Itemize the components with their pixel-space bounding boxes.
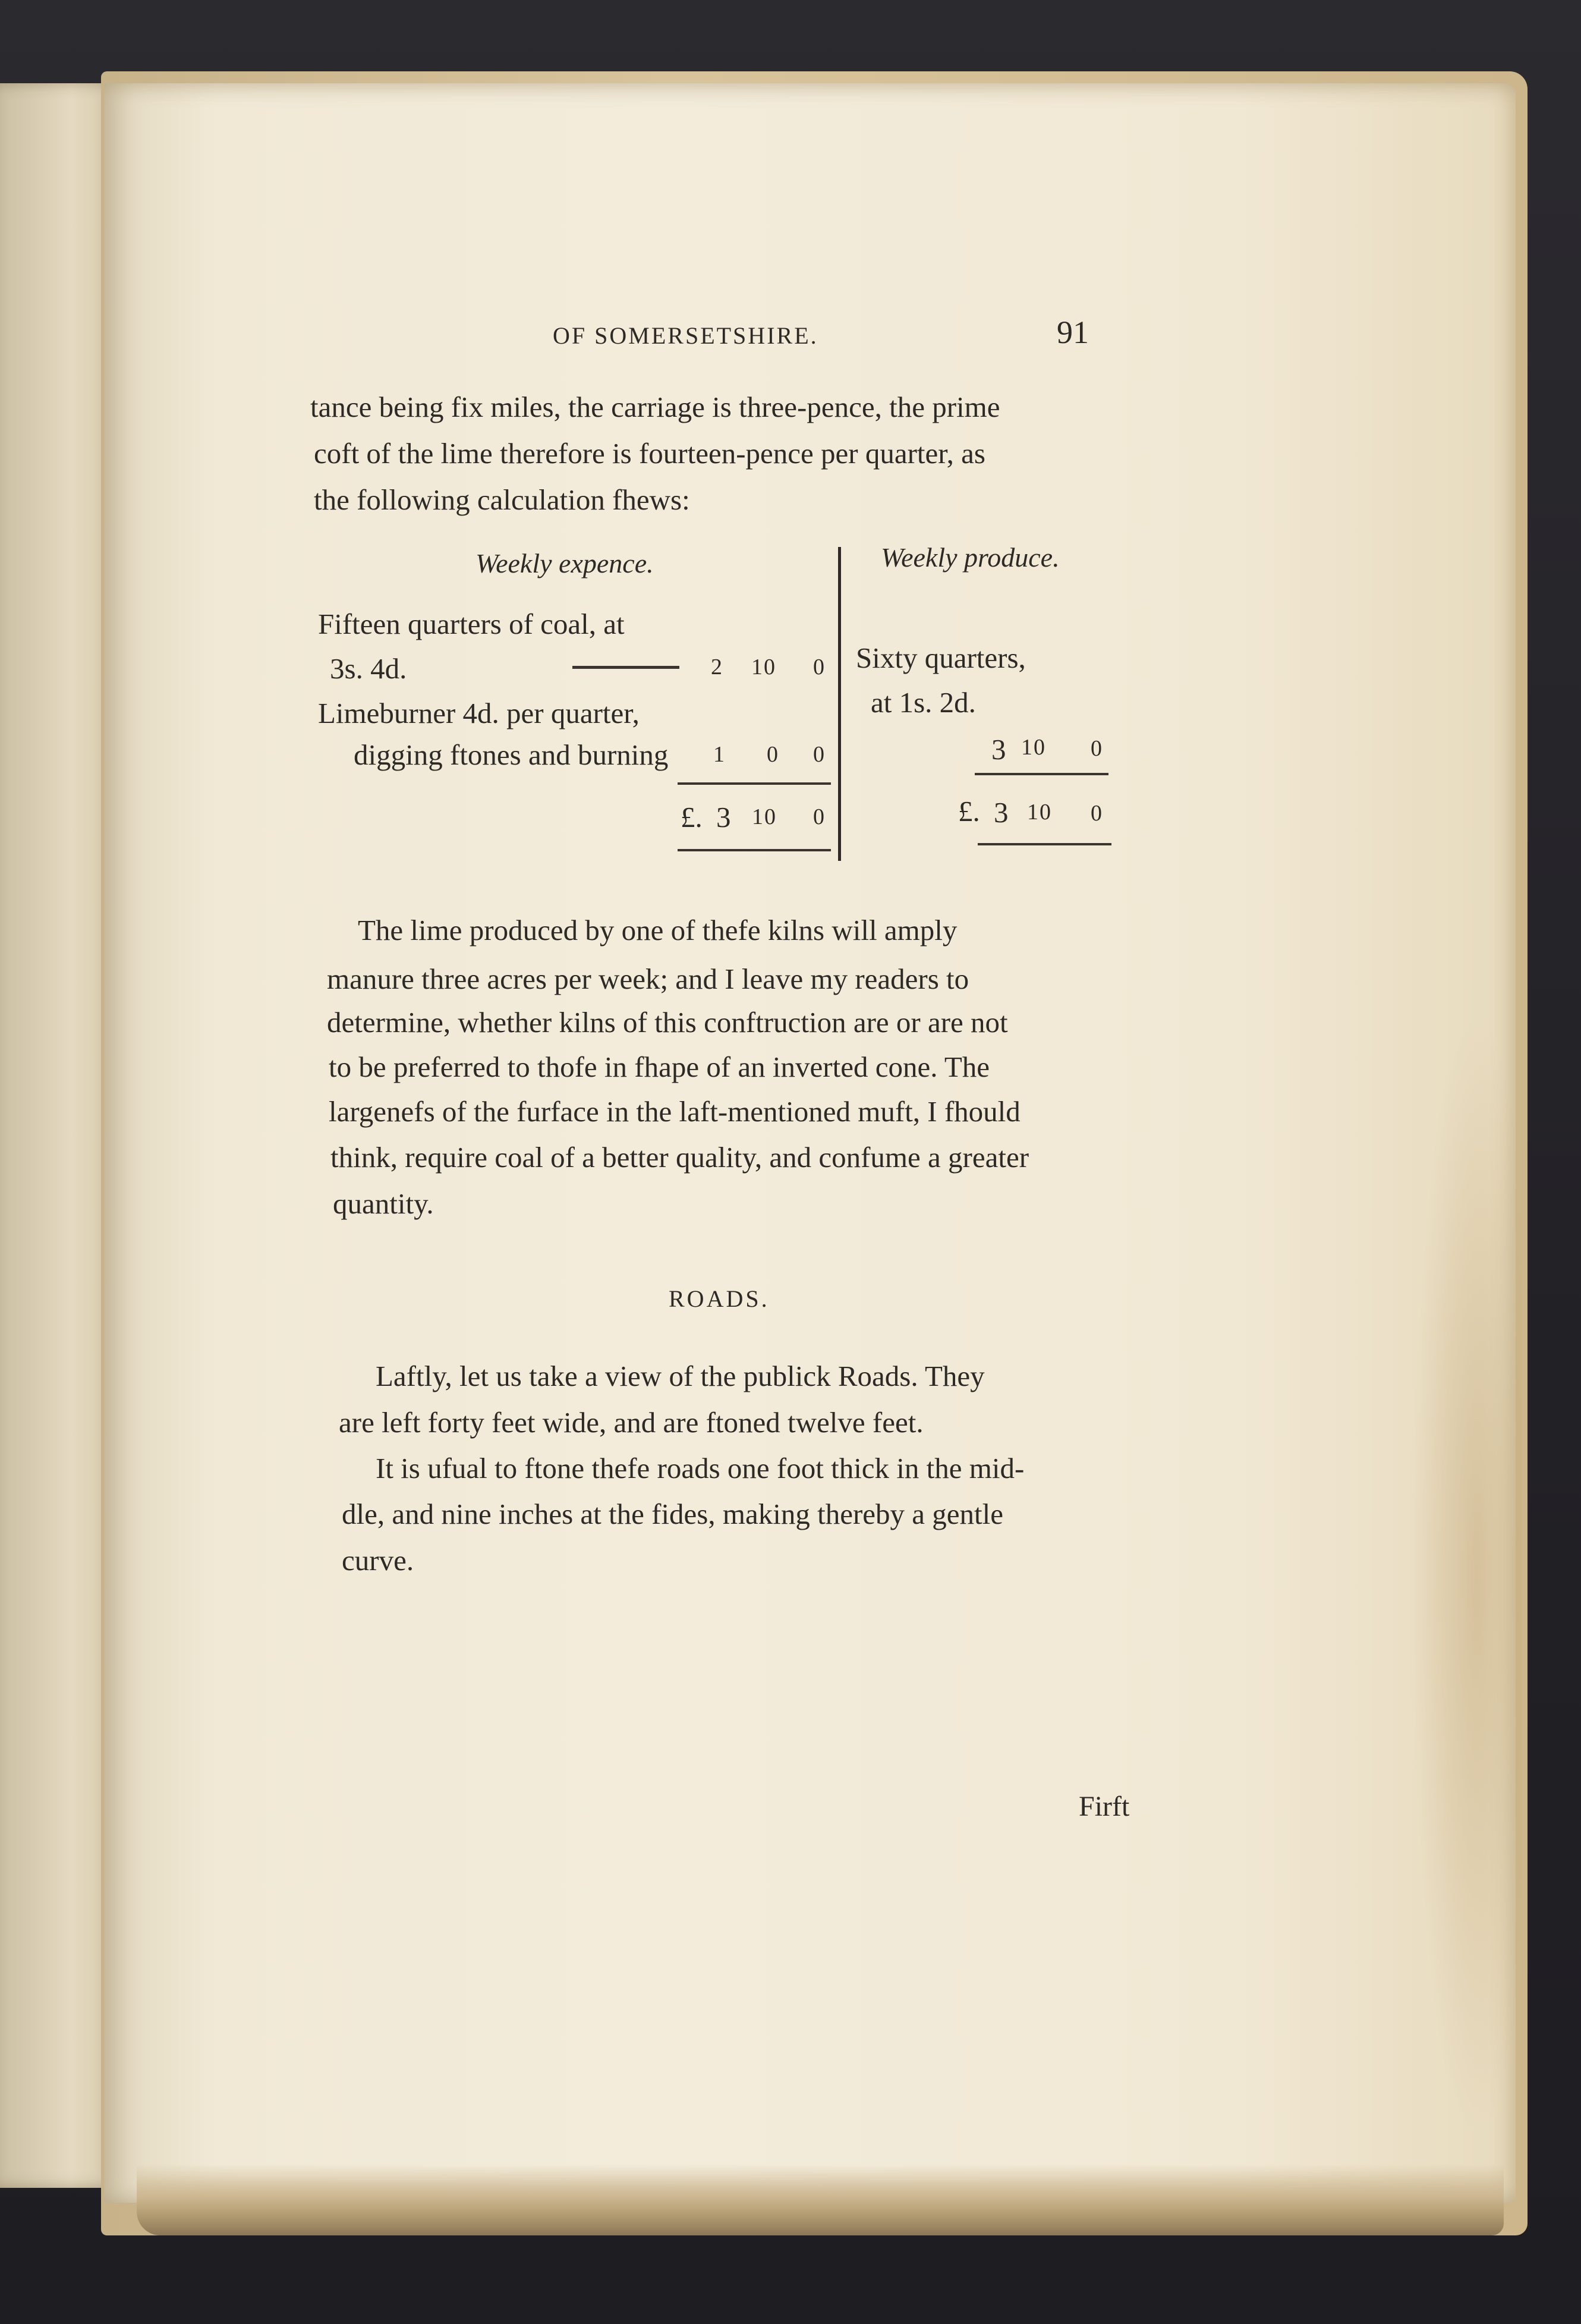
page-bottom-edge: [137, 2164, 1504, 2235]
produce-total-pence: 0: [1091, 801, 1103, 826]
expense-sum-rule: [678, 782, 831, 785]
expense-item-2-line1: Limeburner 4d. per quarter,: [318, 697, 640, 729]
expense-item-2-pence: 0: [813, 742, 826, 767]
paragraph-line-4: to be preferred to thofe in fhape of an inverted cone. The: [329, 1051, 990, 1083]
intro-line-3: the following calculation fhews:: [314, 483, 690, 516]
paragraph-line-5: largenefs of the furface in the laft-mentioned muft, I fhould: [329, 1095, 1021, 1128]
intro-line-2: coft of the lime therefore is fourteen-pence per quarter, as: [314, 437, 985, 470]
expense-heading: Weekly expence.: [475, 548, 654, 578]
page-stain: [1409, 1011, 1522, 2140]
expense-item-1-line2: 3s. 4d.: [330, 652, 407, 685]
expense-total-currency: £.: [681, 801, 703, 834]
produce-item-pounds: 3: [991, 733, 1006, 766]
expense-item-1-shillings: 10: [751, 655, 776, 680]
expense-item-1-pounds: 2: [711, 655, 723, 680]
paragraph-line-2: manure three acres per week; and I leave my readers to: [327, 963, 969, 995]
roads-line-3: It is ufual to ftone thefe roads one foot thick in the mid-: [376, 1452, 1025, 1485]
produce-total-currency: £.: [958, 795, 980, 828]
expense-total-shillings: 10: [752, 804, 777, 829]
leader-dash: [572, 666, 679, 669]
produce-total-shillings: 10: [1027, 800, 1052, 825]
produce-total-underline: [978, 843, 1111, 845]
running-title: OF SOMERSETSHIRE.: [553, 322, 818, 349]
paragraph-line-7: quantity.: [333, 1187, 434, 1220]
produce-item-line1: Sixty quarters,: [856, 641, 1026, 674]
produce-sum-rule: [975, 773, 1108, 775]
produce-total-pounds: 3: [994, 796, 1009, 829]
paragraph-line-3: determine, whether kilns of this conftruction are or are not: [327, 1006, 1008, 1039]
intro-line-1: tance being fix miles, the carriage is three-pence, the prime: [310, 391, 1000, 423]
expense-item-2-shillings: 0: [767, 742, 779, 767]
section-heading: ROADS.: [669, 1285, 770, 1312]
table-divider: [838, 547, 841, 861]
roads-line-1: Laftly, let us take a view of the publick Roads. They: [376, 1360, 985, 1392]
paragraph-line-1: The lime produced by one of thefe kilns will amply: [358, 914, 958, 946]
expense-total-pounds: 3: [716, 801, 731, 834]
expense-item-2-pounds: 1: [713, 742, 726, 767]
expense-item-1-line1: Fifteen quarters of coal, at: [318, 608, 625, 640]
produce-item-shillings: 10: [1021, 735, 1046, 760]
catchword: Firft: [1079, 1791, 1130, 1822]
produce-heading: Weekly produce.: [881, 542, 1060, 573]
roads-line-2: are left forty feet wide, and are ftoned twelve feet.: [339, 1406, 924, 1439]
produce-item-line2: at 1s. 2d.: [871, 686, 976, 719]
expense-item-2-line2: digging ftones and burning: [354, 738, 669, 771]
roads-line-4: dle, and nine inches at the fides, making thereby a gentle: [342, 1498, 1004, 1530]
roads-line-5: curve.: [342, 1544, 414, 1577]
expense-total-underline: [678, 849, 831, 851]
produce-item-pence: 0: [1091, 736, 1103, 761]
paragraph-line-6: think, require coal of a better quality, and confume a greater: [330, 1141, 1029, 1174]
expense-item-1-pence: 0: [813, 655, 826, 680]
page-number: 91: [1057, 315, 1089, 350]
expense-total-pence: 0: [813, 804, 826, 829]
